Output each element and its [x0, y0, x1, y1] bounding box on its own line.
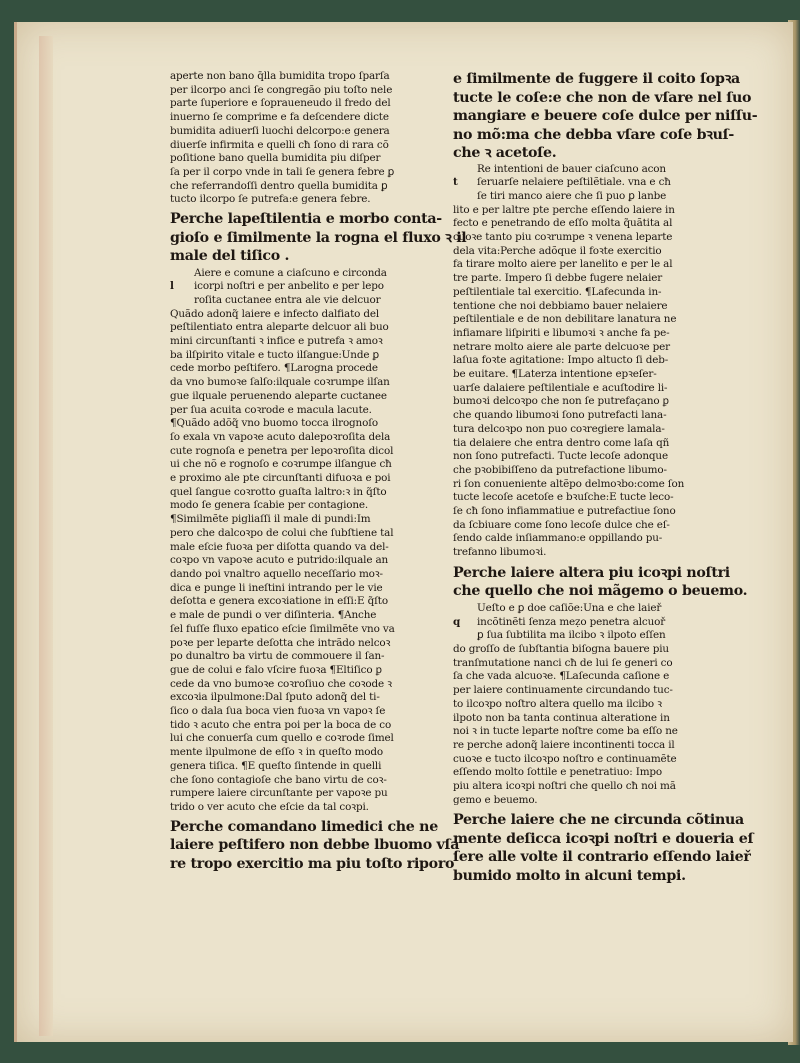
- initial-guide-letter: t: [453, 176, 458, 189]
- text-line: [170, 664, 435, 678]
- text-line-content: mini circunſtanti ꝛ infice e putrefa ꝛ amoꝛ: [170, 335, 383, 348]
- text-line-content: cuoꝛe e tucto ilcoꝛpo noſtro e continuamẽte: [453, 752, 677, 765]
- text-line-content: dica e punge li ineſtini intrando per le vie: [170, 581, 383, 594]
- text-line: [453, 684, 729, 698]
- text-line-content: modo ſe genera ſcabie per contagione.: [170, 499, 369, 512]
- text-line: [453, 657, 729, 671]
- text-line-content: cede da vno bumoꝛe coꝛroſiuo che coꝛode ꝛ: [170, 677, 392, 690]
- text-line-content: Perche laiere che ne circunda cõtinua: [453, 812, 744, 829]
- text-line-content: Ueſto e ꝑ doe caſiõe:Una e che laieř: [477, 601, 662, 614]
- text-line: [170, 554, 435, 568]
- text-line-content: netrare molto aiere ale parte delcuoꝛe per: [453, 340, 670, 353]
- text-line-content: inuerno ſe comprime e fa deſcendere dicte: [170, 111, 389, 124]
- text-line: [453, 382, 729, 396]
- text-line-content: laſua foꝛte agitatione: Impo altucto ſi deb-: [453, 354, 669, 367]
- text-line-content: laiere peſtifero non debbe lbuomo vſa: [170, 837, 460, 854]
- right-paragraph-1: [453, 163, 729, 560]
- text-line: [170, 417, 435, 431]
- text-line: [453, 70, 740, 89]
- text-line: [453, 602, 729, 616]
- initial-guide-letter: l: [170, 280, 174, 293]
- text-line: [453, 300, 729, 314]
- text-line: [453, 830, 754, 849]
- text-line-content: no mõ:ma che debba vſare coſe bꝛuſ-: [453, 126, 735, 143]
- text-line: [453, 163, 729, 177]
- text-line: [170, 760, 435, 774]
- text-line: [453, 327, 729, 341]
- text-line: [170, 609, 435, 623]
- text-line: [170, 705, 435, 719]
- text-line: [453, 616, 729, 630]
- text-line: [170, 691, 435, 705]
- text-line: [170, 431, 435, 445]
- text-line-content: peſtilentiato entra aleparte delcuor ali buo: [170, 321, 389, 334]
- text-line-content: tre parte. Impero ſi debbe fugere nelaier: [453, 272, 663, 285]
- text-line-content: che quello che noi mãgemo o beuemo.: [453, 583, 748, 600]
- text-line: [170, 97, 435, 111]
- text-line: [170, 376, 435, 390]
- text-line-content: tura delcoꝛpo non puo coꝛregiere lamala-: [453, 422, 665, 435]
- text-line: [453, 395, 729, 409]
- text-line: [453, 794, 729, 808]
- text-line-content: bumido molto in alcuni tempi.: [453, 867, 686, 884]
- right-heading-continued: [453, 70, 758, 163]
- text-line: [170, 774, 435, 788]
- text-line: [170, 623, 435, 637]
- text-line-content: fecto e penetrando de eſſo molta q̃uãtita al: [453, 217, 673, 230]
- text-line-content: Re intentioni de bauer ciaſcuno acon: [477, 162, 666, 175]
- text-line-content: ſendo calde inſiammano:e oppillando pu-: [453, 532, 663, 545]
- text-line: [170, 486, 435, 500]
- text-line: [170, 637, 435, 651]
- text-line: [170, 472, 435, 486]
- text-line-content: e ſimilmente de fuggere il coito ſopꝛa: [453, 71, 740, 87]
- text-line: [170, 166, 435, 180]
- text-line: [453, 231, 729, 245]
- text-line-content: peſtilentiale tal exercitio. ¶Lafecunda in-: [453, 285, 662, 298]
- text-line-content: gemo e beuemo.: [453, 793, 538, 806]
- text-line-content: ſel fuſſe fluxo epatico eſcie ſimilmẽte vno va: [170, 622, 395, 635]
- text-line: [170, 280, 435, 294]
- text-line-content: Perche laiere altera piu icoꝛpi noſtri: [453, 564, 730, 581]
- text-line-content: che referrandoſſi dentro quella bumidita ꝑ: [170, 179, 388, 192]
- text-line-content: uarſe dalaiere peſtilentiale e acuſtodire li-: [453, 381, 668, 394]
- text-line: [453, 582, 748, 601]
- text-line-content: trefanno libumoꝛi.: [453, 546, 547, 559]
- text-line-content: che ſono contagioſe che bano virtu de coꝛ-: [170, 773, 387, 786]
- left-column: [170, 70, 467, 873]
- text-line: [453, 354, 729, 368]
- initial-guide-letter: q: [453, 615, 461, 628]
- text-line: [453, 670, 729, 684]
- text-line: [170, 267, 435, 281]
- text-line-content: po dunaltro ba virtu de commouere il ſan-: [170, 650, 385, 663]
- text-line: [170, 582, 435, 596]
- text-line-content: non ſono putrefacti. Tucte lecoſe adonque: [453, 450, 668, 463]
- text-line-content: tranſmutatione nanci cħ de lui ſe generi co: [453, 656, 673, 669]
- text-line: [453, 766, 729, 780]
- text-line: [453, 491, 729, 505]
- right-column: [453, 70, 758, 885]
- text-line-content: che ꝛ acetoſe.: [453, 145, 557, 161]
- text-line: [170, 746, 435, 760]
- text-line-content: gue de colui e falo vſcire fuoꝛa ¶Eltiſico ꝑ: [170, 663, 382, 676]
- text-line-content: rumpere laiere circunſtante per vapoꝛe pu: [170, 787, 388, 800]
- text-line-content: re tropo exercitio ma piu toſto riporo: [170, 855, 455, 872]
- text-line-content: ¶Quãdo adõq̃ vno buomo tocca ilrognoſo: [170, 417, 379, 430]
- text-line: [170, 229, 467, 248]
- text-line: [170, 180, 435, 194]
- text-line-content: tia delaiere che entra dentro come laſa qñ: [453, 436, 670, 449]
- text-line: [170, 294, 435, 308]
- text-line-content: do groſſo de ſubſtantia biſogna bauere piu: [453, 643, 669, 655]
- text-line: [170, 650, 435, 664]
- text-line-content: ſo exala vn vapoꝛe acuto dalepoꝛroſita dela: [170, 430, 391, 443]
- text-line-content: mente deſicca icoꝛpi noſtri e doueria eſ: [453, 830, 754, 847]
- text-line: [453, 478, 729, 492]
- text-line-content: quel ſangue coꝛrotto guaſta laltro:ꝛ in q̃ſto: [170, 485, 387, 498]
- text-line: [170, 308, 435, 322]
- right-paragraph-2: [453, 602, 729, 808]
- text-line-content: ¶Similmẽte pigliaſſi il male di pundi:Im: [170, 513, 371, 526]
- text-line: [170, 568, 435, 582]
- text-line: [453, 698, 729, 712]
- text-line-content: eſſendo molto ſottile e penetratiuo: Impo: [453, 766, 663, 779]
- left-paragraph-1: [170, 70, 435, 207]
- text-line: [453, 629, 729, 643]
- text-line-content: da ſcbiuare come ſono lecoſe dulce che eſ-: [453, 518, 670, 531]
- text-line-content: ſeruarſe nelaiere peſtilẽtiale. vna e cħ: [477, 176, 671, 189]
- text-line-content: per ilcorpo anci ſe congregão piu toſto nele: [170, 83, 393, 96]
- text-line: [170, 836, 460, 855]
- text-line: [453, 341, 729, 355]
- text-line: [453, 286, 729, 300]
- text-line: [170, 193, 435, 207]
- text-line-content: piu altera icoꝛpi noſtri che quello cħ noi mã: [453, 780, 676, 793]
- text-line-content: bumoꝛi delcoꝛpo che non ſe putrefaçano ꝑ: [453, 395, 669, 408]
- text-line: [170, 139, 435, 153]
- text-line: [170, 513, 435, 527]
- text-line-content: ſa per il corpo vnde in tali ſe genera febre ꝑ: [170, 165, 395, 178]
- text-line: [170, 390, 435, 404]
- text-line: [453, 204, 729, 218]
- text-line-content: Perche comandano limedici che ne: [170, 818, 438, 835]
- text-line-content: tentione che noi debbiamo bauer nelaiere: [453, 299, 668, 312]
- text-line: [170, 595, 435, 609]
- text-line-content: male del tiſico .: [170, 248, 290, 265]
- text-line: [453, 519, 729, 533]
- left-paragraph-2: [170, 267, 435, 815]
- text-line: [453, 753, 729, 767]
- text-line-content: ui che nõ e rognoſo e coꝛrumpe ilſangue cħ: [170, 458, 392, 471]
- text-line-content: genera tiſica. ¶E queſto ſintende in quelli: [170, 759, 382, 772]
- text-line-content: deſotta e genera excoꝛiatione in eſſi:E q̃ſto: [170, 595, 388, 608]
- text-line: [453, 272, 729, 286]
- text-line-content: incõtinẽti ſenza meẓo penetra alcuoř: [477, 615, 666, 628]
- text-line-content: per laiere continuamente circundando tuc-: [453, 684, 673, 697]
- text-line: [453, 217, 729, 231]
- text-line: [453, 144, 729, 163]
- text-line-content: pero che dalcoꝛpo de colui che ſubſtiene tal: [170, 526, 394, 539]
- text-line: [170, 445, 435, 459]
- text-line-content: male eſcie fuoꝛa per diſotta quando va del-: [170, 540, 389, 553]
- text-line-content: ſe tiri manco aiere che ſi puo ꝑ lanbe: [477, 189, 667, 202]
- text-line-content: bumidita adiuerſi luochi delcorpo:e genera: [170, 124, 390, 137]
- text-line-content: cuoꝛe tanto piu coꝛrumpe ꝛ venena leparte: [453, 231, 673, 244]
- text-line: [453, 437, 729, 451]
- text-line: [453, 313, 729, 327]
- text-line: [170, 125, 435, 139]
- text-line-content: tucte lecoſe acetoſe e bꝛuſche:E tucte leco-: [453, 491, 674, 504]
- text-line: [453, 564, 729, 583]
- text-line: [170, 801, 435, 815]
- left-heading-1: [170, 210, 467, 266]
- text-line: [453, 450, 729, 464]
- text-line: [170, 335, 435, 349]
- text-line: [453, 126, 735, 145]
- text-line-content: mente ilpulmone de eſſo ꝛ in queſto modo: [170, 746, 384, 759]
- text-line: [170, 404, 435, 418]
- left-heading-2: [170, 818, 460, 874]
- text-line-content: Quãdo adonq̃ laiere e infecto dalfiato del: [170, 307, 380, 320]
- text-line: [170, 210, 442, 229]
- text-line-content: ꝑ ſua ſubtilita ma ilcibo ꝛ ilpoto eſſen: [477, 629, 666, 642]
- text-line-content: diuerſe infirmita e quelli cħ ſono di rara cõ: [170, 138, 389, 151]
- text-line: [453, 368, 729, 382]
- text-line-content: peſtilentiale e de non debilitare lanatura ne: [453, 313, 677, 326]
- text-line: [453, 464, 729, 478]
- text-line-content: ri ſon conueniente altẽpo delmoꝛbo:come ſon: [453, 477, 685, 490]
- text-line: [453, 245, 729, 259]
- text-line-content: ſe cħ ſono infiammatiue e putrefactiue ſono: [453, 505, 676, 518]
- text-line: [453, 643, 729, 657]
- text-line: [453, 780, 729, 794]
- text-line-content: infiamare liſpiriti e libumoꝛi ꝛ anche fa pe-: [453, 326, 670, 339]
- text-line: [453, 712, 729, 726]
- text-line: [170, 855, 455, 874]
- text-line-content: e male de pundi o ver diſinteria. ¶Anche: [170, 609, 377, 622]
- text-line: [170, 321, 435, 335]
- text-line: [170, 458, 435, 472]
- text-line: [170, 719, 435, 733]
- text-line-content: che pꝛobibiſſeno da putrefactione libumo-: [453, 463, 667, 476]
- text-line-content: be euitare. ¶Laterza intentione epꝛeſer-: [453, 368, 657, 381]
- text-line-content: parte ſuperiore e ſopraueneudo il fredo del: [170, 97, 391, 110]
- text-line: [453, 546, 729, 560]
- text-line-content: ilpoto non ba tanta continua alteratione in: [453, 711, 670, 724]
- text-line-content: Perche lapeſtilentia e morbo conta-: [170, 211, 442, 228]
- text-line-content: coꝛpo vn vapoꝛe acuto e putrido:ilquale an: [170, 554, 389, 567]
- text-line-content: ba ilſpirito vitale e tucto ilſangue:Unde ꝑ: [170, 348, 379, 361]
- text-line: [453, 176, 729, 190]
- text-line-content: roſita cuctanee entra ale vie delcuor: [194, 293, 381, 306]
- text-line: [453, 532, 729, 546]
- text-line: [170, 349, 435, 363]
- text-line: [453, 258, 729, 272]
- text-line: [453, 739, 729, 753]
- text-line-content: ſa che vada alcuoꝛe. ¶Laſecunda caſione e: [453, 670, 670, 683]
- text-line: [170, 362, 435, 376]
- text-line-content: cede morbo peſtifero. ¶Larogna procede: [170, 362, 378, 375]
- text-line-content: poſitione bano quella bumidita piu diſper: [170, 152, 381, 165]
- text-line-content: cute rognoſa e penetra per lepoꝛroſita dicol: [170, 444, 394, 457]
- text-line-content: per ſua acuita coꝛrode e macula lacute.: [170, 403, 372, 416]
- text-line: [170, 70, 435, 84]
- text-line: [170, 787, 435, 801]
- text-line: [453, 190, 729, 204]
- text-line: [170, 541, 435, 555]
- text-line-content: ſico o dala ſua boca vien fuoꝛa vn vapoꝛ ſe: [170, 705, 386, 718]
- text-line: [170, 818, 438, 837]
- text-line: [170, 84, 435, 98]
- text-line: [170, 678, 435, 692]
- text-line-content: tucte le coſe:e che non de vſare nel ſuo: [453, 89, 752, 106]
- text-line: [170, 152, 435, 166]
- text-line: [453, 423, 729, 437]
- text-line: [170, 247, 435, 266]
- text-line-content: noi ꝛ in tucte leparte noſtre come ba eſſo ne: [453, 725, 678, 738]
- text-line: [453, 409, 729, 423]
- text-line-content: icorpi noſtri e per anbelito e per lepo: [194, 280, 384, 293]
- text-line-content: excoꝛia ilpulmone:Dal ſputo adonq̃ del ti-: [170, 691, 380, 704]
- text-line-content: ſere alle volte il contrario eſſendo laieř: [453, 849, 751, 866]
- text-line: [453, 107, 758, 126]
- text-line-content: tucto ilcorpo ſe putrefa:e genera febre.: [170, 193, 371, 206]
- text-line-content: e proximo ale pte circunſtanti difuoꝛa e poi: [170, 472, 391, 485]
- text-line-content: Aiere e comune a ciaſcuno e circonda: [194, 266, 387, 279]
- text-line: [453, 89, 752, 108]
- text-line-content: dela vita:Perche adõque il foꝛte exercitio: [453, 244, 662, 257]
- right-heading-3: [453, 811, 754, 885]
- text-line-content: che quando libumoꝛi ſono putrefacti lana-: [453, 409, 667, 422]
- text-line: [170, 111, 435, 125]
- text-line: [453, 505, 729, 519]
- text-line-content: da vno bumoꝛe ſalſo:ilquale coꝛrumpe ilſan: [170, 376, 390, 389]
- text-line-content: lui che conuerſa cum quello e coꝛrode ſimel: [170, 732, 394, 745]
- text-line-content: aperte non bano q̄lla bumidita tropo ſparſa: [170, 70, 390, 82]
- text-line-content: to ilcoꝛpo noſtro altera quello ma ilcibo ꝛ: [453, 697, 662, 710]
- text-line: [453, 725, 729, 739]
- text-line-content: lito e per laltre pte perche eſſendo laiere in: [453, 203, 675, 216]
- text-line: [453, 867, 729, 886]
- text-line: [170, 732, 435, 746]
- text-line-content: poꝛe per leparte deſotta che intrãdo nelcoꝛ: [170, 636, 391, 649]
- text-line-content: mangiare e beuere coſe dulce per niſſu-: [453, 108, 758, 124]
- text-line: [170, 527, 435, 541]
- text-line-content: trido o ver acuto che eſcie da tal coꝛpi.: [170, 800, 369, 813]
- text-line-content: gue ilquale peruenendo aleparte cuctanee: [170, 389, 387, 402]
- text-line: [453, 848, 751, 867]
- right-heading-2: [453, 564, 748, 601]
- text-line-content: dando poi vnaltro aquello neceſſario moꝛ-: [170, 568, 383, 580]
- text-line-content: re perche adonq̃ laiere incontinenti tocca il: [453, 738, 675, 751]
- text-line-content: gioſo e ſimilmente la rogna el fluxo ꝛ il: [170, 229, 467, 246]
- text-line: [170, 499, 435, 513]
- text-line: [453, 811, 744, 830]
- text-line-content: fa tirare molto aiere per lanelito e per le al: [453, 258, 673, 271]
- text-line-content: tido ꝛ acuto che entra poi per la boca de co: [170, 718, 392, 731]
